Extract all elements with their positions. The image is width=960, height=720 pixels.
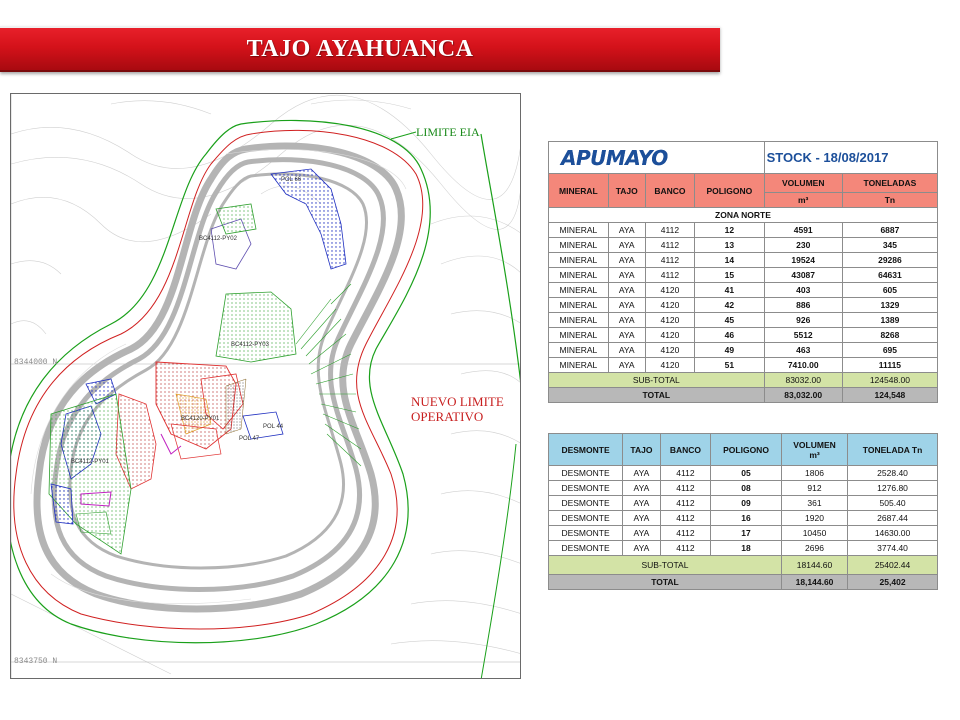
table-cell: DESMONTE — [549, 466, 623, 481]
total-label: TOTAL — [549, 575, 782, 590]
table-cell: DESMONTE — [549, 541, 623, 556]
table-cell: 4112 — [660, 526, 710, 541]
table-row — [549, 466, 938, 481]
table-cell: AYA — [608, 253, 645, 268]
table-cell: 19524 — [764, 253, 842, 268]
table-cell: 230 — [764, 238, 842, 253]
table-cell: MINERAL — [549, 313, 609, 328]
table-cell: MINERAL — [549, 238, 609, 253]
col-header: TONELADAS — [842, 174, 937, 193]
table-cell: 361 — [781, 496, 847, 511]
desmonte-rows — [549, 466, 938, 556]
table-cell: DESMONTE — [549, 526, 623, 541]
table-cell: 1806 — [781, 466, 847, 481]
total-volume: 83,032.00 — [764, 388, 842, 403]
table-cell: 43087 — [764, 268, 842, 283]
table-cell: 05 — [711, 466, 782, 481]
total-tonnes: 25,402 — [848, 575, 938, 590]
table-cell: 912 — [781, 481, 847, 496]
pit-map-drawing — [11, 94, 521, 679]
table-cell: 4112 — [645, 268, 694, 283]
col-header: DESMONTE — [549, 434, 623, 466]
table-cell: AYA — [608, 358, 645, 373]
table-row — [549, 526, 938, 541]
total-volume: 18,144.60 — [781, 575, 847, 590]
total-tonnes: 124,548 — [842, 388, 937, 403]
polygon-label: POL 44 — [263, 424, 284, 430]
polygon-label: POL 66 — [281, 177, 302, 183]
coord-label-top: 8344000 N — [14, 358, 58, 367]
col-header: POLIGONO — [695, 174, 764, 208]
table-cell: AYA — [623, 526, 661, 541]
polygon-north-blue — [271, 169, 346, 269]
table-cell: 17 — [711, 526, 782, 541]
table-cell: 2687.44 — [848, 511, 938, 526]
total-label: TOTAL — [549, 388, 765, 403]
limite-eia-label: LIMITE EIA — [416, 125, 480, 139]
table-row — [549, 223, 938, 238]
table-row — [549, 511, 938, 526]
table-cell: 1389 — [842, 313, 937, 328]
table-cell: 1276.80 — [848, 481, 938, 496]
polygon-label: BC4112-PY03 — [231, 342, 269, 348]
table-cell: 2696 — [781, 541, 847, 556]
table-cell: 3774.40 — [848, 541, 938, 556]
table-cell: 1329 — [842, 298, 937, 313]
table-cell: 6887 — [842, 223, 937, 238]
volume-header-label: VOLUMEN — [793, 439, 836, 450]
table-row — [549, 358, 938, 373]
table-cell: 42 — [695, 298, 764, 313]
table-cell: 4112 — [645, 238, 694, 253]
unit-header: Tn — [842, 193, 937, 208]
table-cell: 8268 — [842, 328, 937, 343]
table-cell: AYA — [608, 343, 645, 358]
table-row — [549, 481, 938, 496]
table-cell: 2528.40 — [848, 466, 938, 481]
table-cell: 08 — [711, 481, 782, 496]
page-title: TAJO AYAHUANCA — [246, 35, 474, 62]
table-row — [549, 238, 938, 253]
col-header: TAJO — [608, 174, 645, 208]
table-cell: 41 — [695, 283, 764, 298]
table-cell: 1920 — [781, 511, 847, 526]
table-row — [549, 268, 938, 283]
table-row — [549, 328, 938, 343]
col-header: BANCO — [660, 434, 710, 466]
table-cell: MINERAL — [549, 343, 609, 358]
table-cell: 4120 — [645, 313, 694, 328]
table-cell: 45 — [695, 313, 764, 328]
table-cell: AYA — [608, 283, 645, 298]
col-header: TAJO — [623, 434, 661, 466]
polygon-label: BC4112-PY01 — [71, 459, 109, 465]
table-cell: AYA — [623, 541, 661, 556]
apumayo-logo: APUMAYO — [561, 145, 668, 170]
table-cell: 7410.00 — [764, 358, 842, 373]
table-cell: DESMONTE — [549, 481, 623, 496]
table-cell: AYA — [623, 481, 661, 496]
unit-header: m³ — [764, 193, 842, 208]
table-cell: 605 — [842, 283, 937, 298]
table-cell: 695 — [842, 343, 937, 358]
pit-map — [10, 93, 521, 679]
table-cell: AYA — [608, 298, 645, 313]
table-cell: 11115 — [842, 358, 937, 373]
table-cell: 46 — [695, 328, 764, 343]
table-cell: MINERAL — [549, 253, 609, 268]
table-cell: 09 — [711, 496, 782, 511]
table-cell: 4120 — [645, 358, 694, 373]
table-cell: DESMONTE — [549, 511, 623, 526]
table-cell: 4120 — [645, 298, 694, 313]
table-cell: 4112 — [660, 466, 710, 481]
subtotal-volume: 18144.60 — [781, 556, 847, 575]
mineral-stock-table — [548, 141, 938, 403]
table-cell: 886 — [764, 298, 842, 313]
subtotal-tonnes: 124548.00 — [842, 373, 937, 388]
table-cell: 14630.00 — [848, 526, 938, 541]
col-header — [781, 434, 847, 466]
table-cell: 4591 — [764, 223, 842, 238]
table-cell: 16 — [711, 511, 782, 526]
subtotal-volume: 83032.00 — [764, 373, 842, 388]
desmonte-stock-table — [548, 433, 938, 590]
table-cell: MINERAL — [549, 268, 609, 283]
table-cell: AYA — [623, 496, 661, 511]
col-header: VOLUMEN — [764, 174, 842, 193]
table-cell: MINERAL — [549, 223, 609, 238]
mineral-rows — [549, 223, 938, 373]
table-cell: MINERAL — [549, 358, 609, 373]
table-cell: 926 — [764, 313, 842, 328]
table-row — [549, 298, 938, 313]
subtotal-tonnes: 25402.44 — [848, 556, 938, 575]
table-cell: AYA — [608, 313, 645, 328]
volume-unit-label: m³ — [809, 449, 820, 460]
table-cell: AYA — [608, 238, 645, 253]
table-cell: 4112 — [660, 496, 710, 511]
table-cell: 15 — [695, 268, 764, 283]
table-cell: 403 — [764, 283, 842, 298]
table-row — [549, 496, 938, 511]
table-cell: 4112 — [645, 253, 694, 268]
table-row — [549, 283, 938, 298]
table-cell: MINERAL — [549, 328, 609, 343]
table-cell: DESMONTE — [549, 496, 623, 511]
nuevo-limite-label: NUEVO LIMITE OPERATIVO — [411, 394, 504, 424]
table-cell: 4112 — [660, 511, 710, 526]
subtotal-label: SUB-TOTAL — [549, 556, 782, 575]
table-cell: 13 — [695, 238, 764, 253]
zona-label: ZONA NORTE — [549, 208, 938, 223]
polygon-label: BC4120-PY01 — [181, 416, 220, 422]
table-cell: AYA — [623, 511, 661, 526]
table-row — [549, 313, 938, 328]
table-cell: 29286 — [842, 253, 937, 268]
table-cell: MINERAL — [549, 283, 609, 298]
table-cell: AYA — [623, 466, 661, 481]
title-banner — [0, 26, 720, 72]
table-cell: 4112 — [645, 223, 694, 238]
table-cell: 49 — [695, 343, 764, 358]
col-header: TONELADA Tn — [848, 434, 938, 466]
table-cell: 4112 — [660, 481, 710, 496]
table-cell: 345 — [842, 238, 937, 253]
col-header: BANCO — [645, 174, 694, 208]
col-header: MINERAL — [549, 174, 609, 208]
table-cell: 12 — [695, 223, 764, 238]
polygon-label: BC4112-PY02 — [199, 236, 237, 242]
table-cell: 51 — [695, 358, 764, 373]
stock-title: STOCK - 18/08/2017 — [766, 150, 889, 165]
table-cell: 4112 — [660, 541, 710, 556]
table-cell: 4120 — [645, 283, 694, 298]
table-cell: 4120 — [645, 328, 694, 343]
polygon-label: POL 47 — [239, 436, 260, 442]
table-row — [549, 253, 938, 268]
table-cell: AYA — [608, 268, 645, 283]
polygon-py03-green — [216, 292, 296, 362]
coord-label-bottom: 8343750 N — [14, 657, 58, 666]
table-cell: 463 — [764, 343, 842, 358]
table-cell: MINERAL — [549, 298, 609, 313]
table-cell: 64631 — [842, 268, 937, 283]
table-row — [549, 343, 938, 358]
table-cell: 14 — [695, 253, 764, 268]
subtotal-label: SUB-TOTAL — [549, 373, 765, 388]
col-header: POLIGONO — [711, 434, 782, 466]
table-cell: 18 — [711, 541, 782, 556]
table-cell: 4120 — [645, 343, 694, 358]
table-cell: 10450 — [781, 526, 847, 541]
table-cell: 505.40 — [848, 496, 938, 511]
table-cell: AYA — [608, 223, 645, 238]
table-cell: AYA — [608, 328, 645, 343]
table-row — [549, 541, 938, 556]
table-cell: 5512 — [764, 328, 842, 343]
